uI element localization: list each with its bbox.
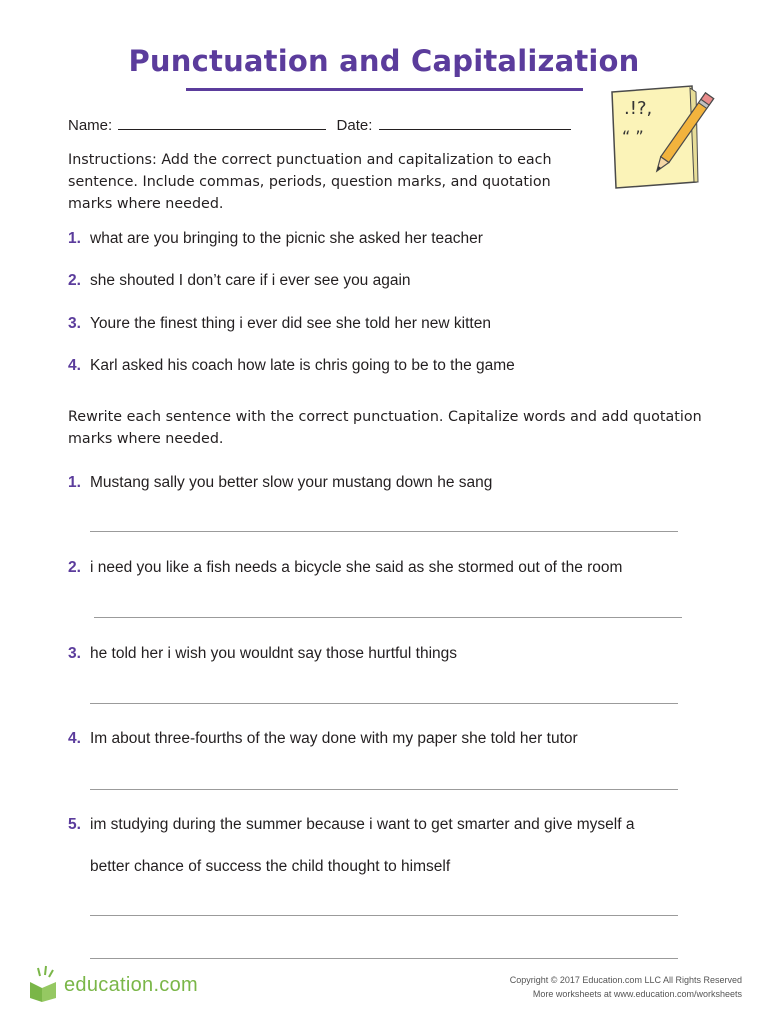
punctuation-marks: .!?,: [624, 98, 653, 119]
item-text: what are you bringing to the picnic she asked her teacher: [90, 230, 483, 247]
part1-item: [68, 272, 411, 290]
item-text: Mustang sally you better slow your mustang down he sang: [90, 474, 493, 491]
logo-sprout-icon: [26, 964, 62, 1004]
title-underline: [186, 88, 583, 91]
item-number: 4.: [68, 730, 81, 747]
quote-marks: “ ”: [622, 127, 644, 146]
part2-item: [68, 645, 457, 663]
name-blank[interactable]: [118, 115, 326, 130]
answer-line[interactable]: [90, 531, 678, 532]
part2-item: [68, 559, 622, 577]
more-worksheets-link[interactable]: More worksheets at www.education.com/worksheets: [532, 989, 742, 999]
item-number: 3.: [68, 645, 81, 662]
name-date-row: [68, 115, 577, 134]
item-text: Youre the finest thing i ever did see she told her new kitten: [90, 315, 491, 332]
date-blank[interactable]: [379, 115, 571, 130]
date-label: Date:: [336, 117, 373, 134]
part2-instructions: Rewrite each sentence with the correct punctuation. Capitalize words and add quotation marks where needed.: [68, 409, 702, 447]
item-text: she shouted I don’t care if i ever see you again: [90, 272, 411, 289]
answer-line[interactable]: [90, 789, 678, 790]
item-text: he told her i wish you wouldnt say those hurtful things: [90, 645, 458, 662]
item-text: i need you like a fish needs a bicycle she said as she stormed out of the room: [90, 559, 623, 576]
item-number: 2.: [68, 272, 81, 289]
name-label: Name:: [68, 117, 113, 134]
answer-line[interactable]: [94, 617, 682, 618]
item-number: 2.: [68, 559, 81, 576]
part2-item: [68, 730, 578, 748]
copyright-text: Copyright © 2017 Education.com LLC All Rights Reserved: [509, 975, 742, 985]
logo-text: education.com: [64, 974, 198, 996]
part1-item: [68, 230, 483, 248]
worksheet-title: Punctuation and Capitalization: [128, 44, 640, 78]
copyright-block: [510, 973, 742, 1001]
part2-item-continuation: better chance of success the child thought to himself: [90, 858, 451, 875]
part2-item: [68, 474, 492, 492]
education-logo[interactable]: [26, 964, 226, 1004]
item-number: 1.: [68, 474, 81, 491]
item-number: 1.: [68, 230, 81, 247]
item-text: im studying during the summer because i want to get smarter and give myself a: [90, 816, 635, 833]
item-text: Karl asked his coach how late is chris going to be to the game: [90, 357, 515, 374]
answer-line[interactable]: [90, 958, 678, 959]
paper-pencil-icon: [604, 84, 724, 194]
item-number: 3.: [68, 315, 81, 332]
part1-item: [68, 315, 491, 333]
part1-item: [68, 357, 515, 375]
part1-instructions: Instructions: Add the correct punctuation and capitalization to each sentence. Include commas, periods, question marks, and quotation marks where needed.: [68, 152, 552, 212]
part2-item: [68, 816, 634, 834]
answer-line[interactable]: [90, 703, 678, 704]
item-number: 4.: [68, 357, 81, 374]
answer-line[interactable]: [90, 915, 678, 916]
item-text: Im about three-fourths of the way done with my paper she told her tutor: [90, 730, 578, 747]
item-number: 5.: [68, 816, 81, 833]
